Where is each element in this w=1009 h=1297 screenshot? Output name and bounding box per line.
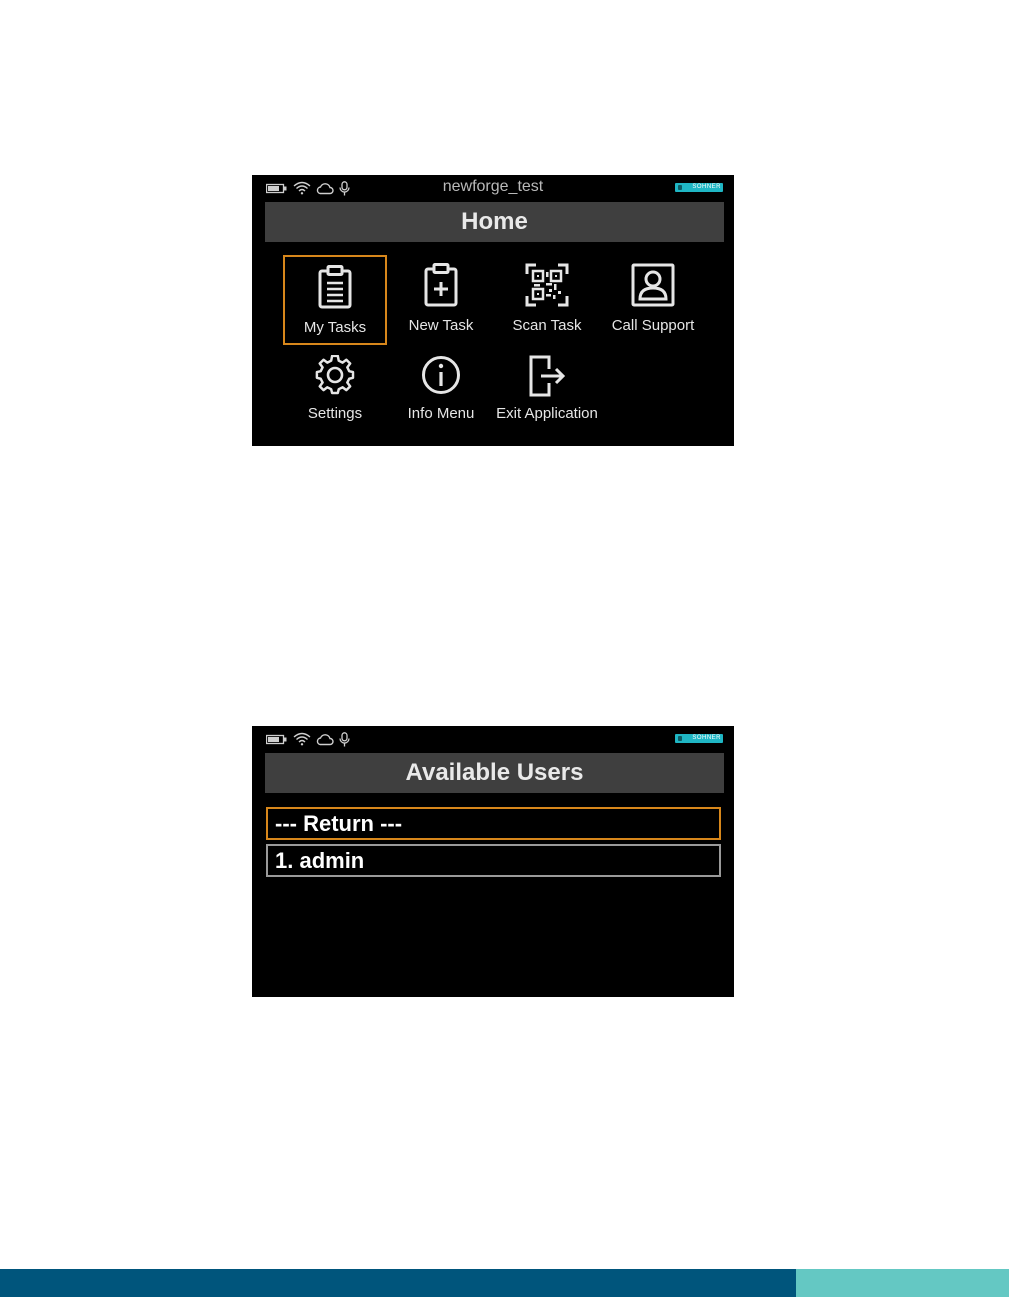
- tile-label: New Task: [408, 317, 474, 334]
- my-tasks-button[interactable]: [283, 255, 387, 345]
- footer-light-segment: [796, 1269, 1009, 1297]
- exit-icon: [527, 355, 567, 397]
- settings-button[interactable]: [283, 349, 387, 439]
- gear-icon: [315, 355, 355, 395]
- user-list-item-admin[interactable]: 1. admin: [266, 844, 721, 877]
- scan-task-button[interactable]: [495, 255, 599, 345]
- qr-code-icon: [525, 263, 569, 307]
- info-icon: [421, 355, 461, 395]
- microphone-icon: [339, 732, 350, 747]
- status-bar: [252, 175, 734, 201]
- tile-label: Info Menu: [407, 405, 475, 422]
- available-users-screen: [252, 726, 734, 997]
- info-menu-button[interactable]: [389, 349, 493, 439]
- page-title: Available Users: [265, 753, 724, 793]
- page-title: Home: [265, 202, 724, 242]
- new-task-button[interactable]: [389, 255, 493, 345]
- footer-dark-segment: [0, 1269, 796, 1297]
- footer-bar: [0, 1269, 1009, 1297]
- call-support-button[interactable]: [601, 255, 705, 345]
- clipboard-plus-icon: [423, 263, 459, 307]
- device-name: newforge_test: [442, 178, 544, 195]
- status-bar: [252, 726, 734, 752]
- tile-label: Call Support: [611, 317, 695, 334]
- clipboard-list-icon: [317, 265, 353, 309]
- battery-icon: [266, 734, 288, 745]
- tile-label: My Tasks: [303, 319, 367, 336]
- brand-logo: SOHNER: [675, 183, 723, 192]
- exit-application-button[interactable]: [495, 349, 599, 439]
- tile-label: Scan Task: [512, 317, 582, 334]
- return-list-item[interactable]: --- Return ---: [266, 807, 721, 840]
- wifi-icon: [293, 732, 311, 746]
- tile-label: Settings: [307, 405, 363, 422]
- contact-person-icon: [631, 263, 675, 307]
- cloud-icon: [316, 733, 334, 746]
- home-screen: [252, 175, 734, 446]
- tile-label: Exit Application: [496, 405, 598, 422]
- brand-logo: SOHNER: [675, 734, 723, 743]
